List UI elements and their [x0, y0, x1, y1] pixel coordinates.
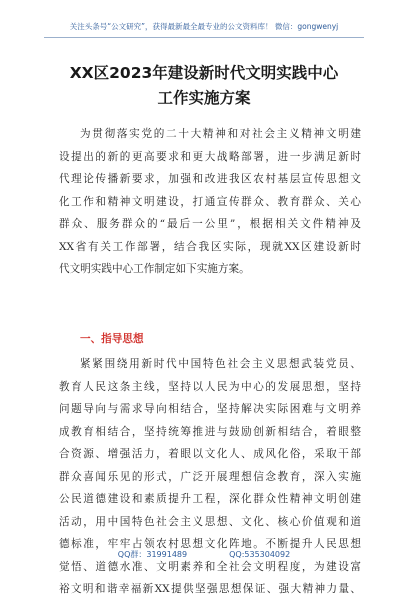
text-line: 化工作和精神文明建设，打通宣传群众、教育群众、关心 — [59, 195, 361, 208]
section-heading-guiding-ideology: 一、指导思想 — [80, 333, 144, 345]
text-line: 代理论传播新要求，加强和改进我区农村基层宣传思想文 — [59, 173, 361, 185]
text-line: 代文明实践中心工作制定如下实施方案。 — [59, 263, 250, 275]
text-line: 裕文明和谐幸福新XX提供坚强思想保证、强大精神力量、 — [59, 583, 361, 595]
header-promo-banner: 关注头条号“公文研究”，获得最新最全最专业的公文资料库！ 微信：gongwenyj — [69, 22, 339, 31]
text-line: 为贯彻落实党的二十大精神和对社会主义精神文明建 — [80, 128, 361, 140]
text-line: 成教育相结合，坚持统筹推进与鼓励创新相结合，着眼整 — [59, 425, 361, 438]
text-line: 合资源、增强活力，着眼以文化人、成风化俗，采取干部 — [59, 448, 361, 460]
footer-contact — [0, 548, 408, 562]
intro-paragraph — [59, 123, 361, 281]
text-line: 问题导向与需求导向相结合，坚持解决实际困难与文明养 — [59, 403, 361, 415]
guiding-ideology-paragraph — [59, 353, 361, 601]
text-line: 群众喜闻乐见的形式，广泛开展理想信念教育，深入实施 — [59, 470, 361, 483]
qq-number: QQ:535304092 — [229, 550, 291, 559]
text-line: 德标准，牢牢占领农村思想文化阵地。不断提升人民思想 — [59, 538, 361, 550]
title-line: 工作实施方案 — [157, 89, 251, 107]
title-line: XX区2023年建设新时代文明实践中心 — [69, 64, 339, 82]
text-line: 公民道德建设和素质提升工程，深化群众性精神文明创建 — [59, 493, 361, 505]
text-line: 群众、服务群众的“最后一公里”，根据相关文件精神及 — [59, 218, 361, 230]
document-title — [38, 61, 370, 111]
text-line: XX省有关工作部署，结合我区实际，现就XX区建设新时 — [59, 240, 361, 253]
qq-group-number: QQ群：31991489 — [117, 550, 188, 559]
text-line: 紧紧围绕用新时代中国特色社会主义思想武装党员、 — [80, 358, 361, 370]
header-divider — [44, 37, 364, 38]
text-line: 设提出的新的更高要求和更大战略部署，进一步满足新时 — [59, 150, 361, 163]
text-line: 教育人民这条主线，坚持以人民为中心的发展思想，坚持 — [59, 380, 361, 393]
text-line: 觉悟、道德水准、文明素养和全社会文明程度，为建设富 — [59, 560, 361, 573]
text-line: 活动，用中国特色社会主义思想、文化、核心价值观和道 — [59, 515, 361, 528]
